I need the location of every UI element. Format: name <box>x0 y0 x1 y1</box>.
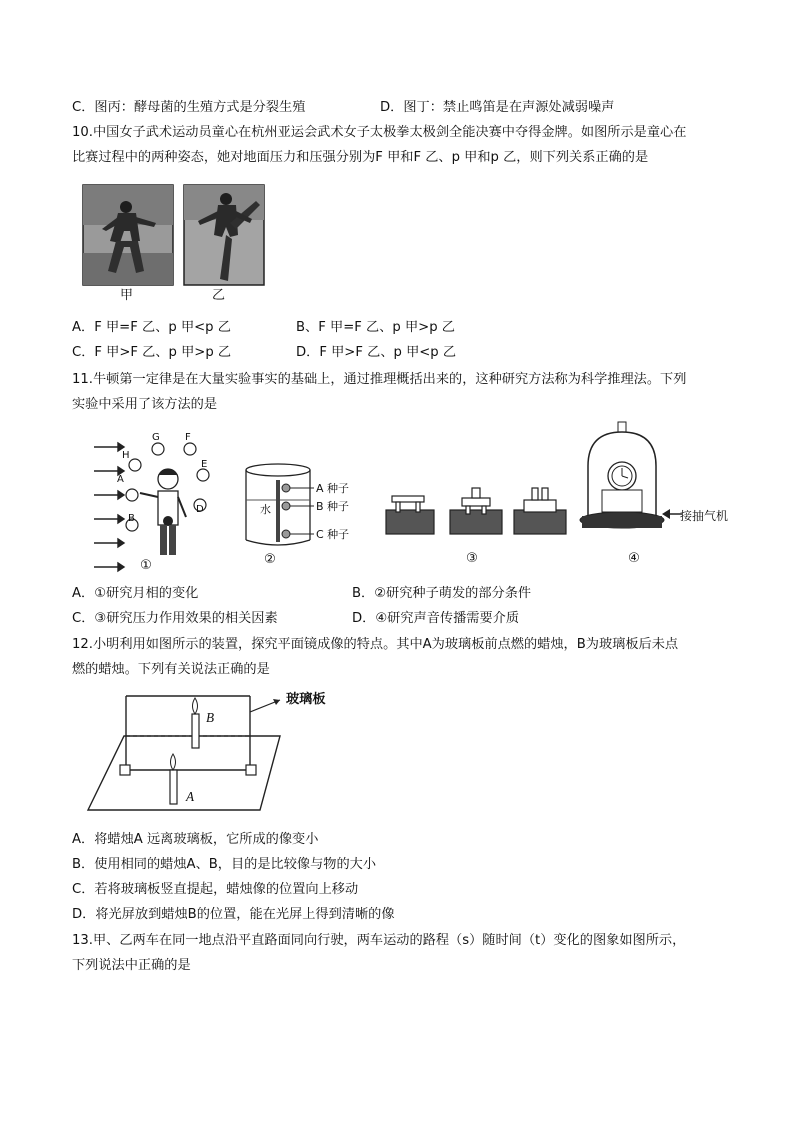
q12-stem-line1: 12.小明利用如图所示的装置，探究平面镜成像的特点。其中A为玻璃板前点燃的蜡烛，B为玻璃板后未点 <box>72 637 679 652</box>
q12-stem-line2: 燃的蜡烛。下列有关说法正确的是 <box>72 662 270 677</box>
pump-arrow-icon <box>662 508 682 520</box>
q10-option-a: A．F 甲=F 乙、p 甲<p 乙 <box>72 320 231 335</box>
q10-option-d: D．F 甲>F 乙、p 甲<p 乙 <box>296 345 457 360</box>
seed-label-a: A 种子 <box>316 482 350 495</box>
photo-label-jia: 甲 <box>120 288 134 303</box>
moon-label-h: H <box>122 450 130 461</box>
bell-jar-figure <box>578 420 668 538</box>
moon-label-d: D <box>196 504 204 515</box>
q13-stem-line1: 13.甲、乙两车在同一地点沿平直路面同向行驶，两车运动的路程（s）随时间（t）变化的图象如图所示， <box>72 933 686 948</box>
figure-number-4: ④ <box>628 551 640 566</box>
q12-option-a: A．将蜡烛A 远离玻璃板，它所成的像变小 <box>72 832 319 847</box>
q11-option-d: D．④研究声音传播需要介质 <box>352 611 520 626</box>
seed-label-b: B 种子 <box>316 500 350 513</box>
moon-label-b: B <box>128 513 135 524</box>
glass-plate-label: 玻璃板 <box>286 692 326 707</box>
moon-label-a: A <box>117 474 124 485</box>
pump-label: 接抽气机 <box>680 509 729 523</box>
q13-stem-line2: 下列说法中正确的是 <box>72 958 191 973</box>
q12-option-d: D．将光屏放到蜡烛B的位置，能在光屏上得到清晰的像 <box>72 907 395 922</box>
q11-option-a: A．①研究月相的变化 <box>72 586 199 601</box>
photo-label-yi: 乙 <box>212 288 226 303</box>
photo-jia <box>83 185 173 285</box>
q10-photos <box>80 183 280 305</box>
q11-stem-line1: 11.牛顿第一定律是在大量实验事实的基础上，通过推理概括出来的，这种研究方法称为科学推理法。下列 <box>72 372 687 387</box>
water-label: 水 <box>260 503 271 516</box>
photo-yi <box>184 185 264 285</box>
pressure-figure <box>382 482 574 538</box>
q12-option-c: C．若将玻璃板竖直提起，蜡烛像的位置向上移动 <box>72 882 359 897</box>
candle-a-label: A <box>186 789 195 804</box>
q10-option-b: B、F 甲=F 乙、p 甲>p 乙 <box>296 320 455 335</box>
candle-b-label: B <box>206 710 215 725</box>
q10-stem-line2: 比赛过程中的两种姿态，她对地面压力和压强分别为F 甲和F 乙、p 甲和p 乙，则下列关系正确的是 <box>72 150 649 165</box>
q10-stem-line1: 10.中国女子武术运动员童心在杭州亚运会武术女子太极拳太极剑全能决赛中夺得金牌。如图所示是童心在 <box>72 125 687 140</box>
figure-number-3: ③ <box>466 551 478 566</box>
q9-option-c: C．图丙：酵母菌的生殖方式是分裂生殖 <box>72 100 306 115</box>
figure-number-2: ② <box>264 552 276 567</box>
q11-option-b: B．②研究种子萌发的部分条件 <box>352 586 532 601</box>
q9-option-d: D．图丁：禁止鸣笛是在声源处减弱噪声 <box>380 100 615 115</box>
moon-label-e: E <box>201 459 208 470</box>
q11-option-c: C．③研究压力作用效果的相关因素 <box>72 611 278 626</box>
q12-option-b: B．使用相同的蜡烛A、B，目的是比较像与物的大小 <box>72 857 377 872</box>
moon-label-f: F <box>185 432 191 443</box>
q10-option-c: C．F 甲>F 乙、p 甲>p 乙 <box>72 345 232 360</box>
moon-label-g: G <box>152 432 160 443</box>
figure-number-1: ① <box>140 558 152 573</box>
q11-stem-line2: 实验中采用了该方法的是 <box>72 397 218 412</box>
seed-label-c: C 种子 <box>316 528 350 541</box>
seed-beaker-figure <box>240 460 320 550</box>
